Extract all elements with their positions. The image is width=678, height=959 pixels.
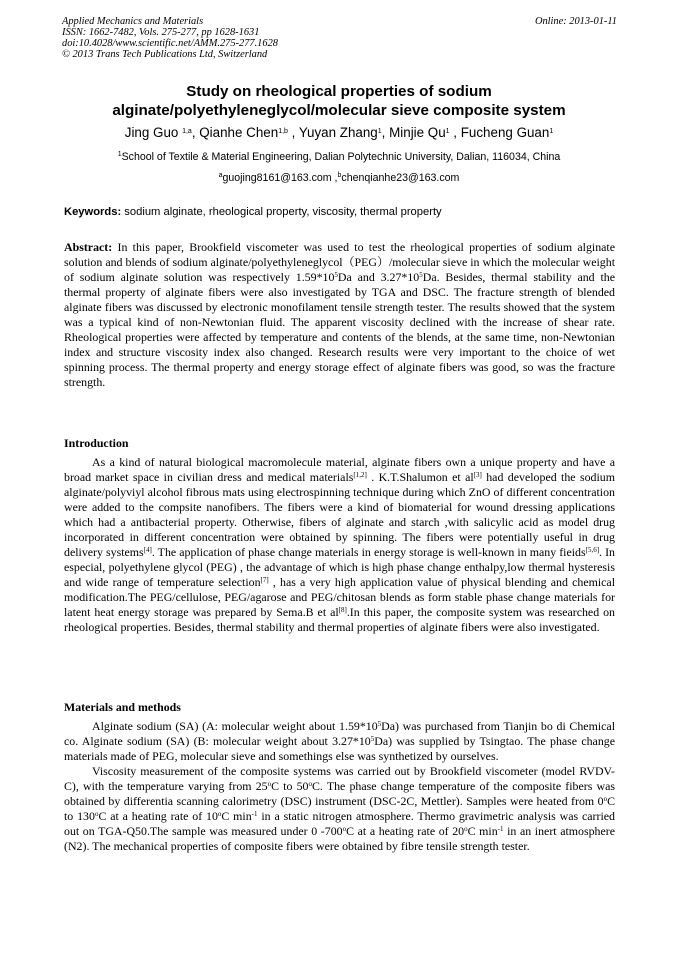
affiliation [40,150,638,164]
superscript: 5 [334,271,338,279]
abstract-text: In this paper, Brookfield viscometer was used to test the rheological properties of sodium alginate solution and blends of sodium alginate/polyethyleneglycol（PEG）/molecular sieve in which the molecular weight of sodium alginate solution was respectively 1.59*10 [64,240,615,284]
methods-text: C min [221,809,252,823]
superscript: -1 [251,810,258,818]
superscript: 5 [419,271,423,279]
keywords [64,205,619,219]
author-list [40,125,638,141]
methods-text: Viscosity measurement of the composite systems was carried out by Brookfield viscometer (model RVDV-C), with the temperature varying from 25 [64,764,615,793]
superscript: o [308,780,312,788]
author-name: Jing Guo [124,125,179,140]
intro-text: , has a very high application value of physical blending and chemical modification.The PEG/cellulose, PEG/agarose and PEG/chitosan blends as form stable phase change materials for latent heat energy storage was prepared by Sema.B et al [64,575,616,619]
author-name: , Qianhe Chen [191,125,279,140]
title-line-1: Study on rheological properties of sodium [186,83,492,100]
superscript: o [94,810,99,818]
keywords-label: Keywords: [64,206,122,218]
methods-text: Alginate sodium (SA) (A: molecular weight about 1.59*10 [92,719,378,733]
citation[interactable]: [4] [143,546,152,554]
author-name: , Minjie Qu [381,125,446,140]
author-affiliation-mark: 1,b [278,128,288,135]
email-a[interactable]: guojing8161@163.com , [222,172,338,184]
email-b[interactable]: chenqianhe23@163.com [341,172,460,184]
citation[interactable]: [1,2] [353,471,367,479]
email-mark-b: b [337,172,342,179]
author-affiliation-mark: 1 [549,128,554,135]
methods-section [64,700,615,854]
methods-text: C min [467,824,498,838]
online-date: Online: 2013-01-11 [534,16,617,27]
superscript: -1 [497,825,504,833]
abstract-text: Da. Besides, thermal stability and the thermal property of alginate fibers were also investigated by TGA and DSC. The fracture strength of blended alginate fibers was discussed by electronic monofilament tensile strength tester. The results showed that the system was a typical kind of non-Newtonian fluid. The apparent viscosity declined with the increase of shear rate. Rheological properties were affected by temperature and contents of the blends, at the same time, non-Newtonian index and structure viscosity index also changed. Research results were very important to the choice of wet spinning process. The thermal property and energy storage effect of alginate fibers was good, so was the fracture strength. [64,270,615,389]
introduction-section [64,436,615,635]
issn-line: ISSN: 1662-7482, Vols. 275-277, pp 1628-1631 [62,27,260,38]
title-line-2: alginate/polyethyleneglycol/molecular sieve composite system [112,102,566,119]
superscript: o [464,825,468,833]
author-name: , Fucheng Guan [449,125,550,140]
methods-text: Da) was supplied by Tsingtao. The phase change materials made of PEG, molecular sieve and somethings else was synthetized by ourselves. [64,734,615,763]
author-emails [40,171,638,185]
abstract-text: Da and 3.27*10 [337,270,420,284]
author-name: , Yuyan Zhang [287,125,378,140]
methods-text: C to 50 [271,779,309,793]
abstract [64,240,615,390]
methods-paragraph-2 [64,764,615,854]
abstract-paragraph [64,240,615,390]
methods-text: in an inert atmosphere (N2). The mechanical properties of composite fibers were obtained by fibre tensile strength tester. [64,824,616,853]
intro-text: . In especial, polyethylene glycol (PEG) , the advantage of which is high phase change enthalpy,low thermal hysteresis and wide range of temperature selection [64,545,615,589]
intro-text: . The application of phase change materials in energy storage is well-known in many fieids [151,545,586,559]
copyright-line: © 2013 Trans Tech Publications Ltd, Switzerland [62,49,268,60]
introduction-heading: Introduction [64,436,129,450]
author-affiliation-mark: 1,a [182,128,192,135]
methods-text: in a static nitrogen atmosphere. Thermo gravimetric analysis was carried out on TGA-Q50.The sample was measured under 0 -700 [64,809,615,838]
citation[interactable]: [7] [260,576,269,584]
superscript: o [267,780,272,788]
doi-line[interactable]: doi:10.4028/www.scientific.net/AMM.275-277.1628 [62,38,278,49]
superscript: 5 [370,735,375,743]
author-affiliation-mark: 1 [377,128,382,135]
superscript: o [342,825,347,833]
paper-title [40,82,638,120]
superscript: 5 [377,720,382,728]
intro-text: had developed the sodium alginate/polyviyl alcohol fibrous mats using electrospinning technique during which ZnO of different concentration were added to the compsite nanofibers. The fibers were a kind of biomaterial for wound dressing applications which had a antibacterial property. Otherwise, fibers of alginate and starch ,with salicylic acid as model drug incorporated in different concentration were obtained by spinning. The fibers were potentially useful in drug delivery systems [64,470,615,559]
author-affiliation-mark: 1 [445,128,450,135]
intro-text: . K.T.Shalumon et al [366,470,474,484]
methods-heading: Materials and methods [64,700,181,714]
citation[interactable]: [3] [473,471,482,479]
affiliation-text: School of Textile & Material Engineering, Dalian Polytechnic University, Dalian, 116034, China [121,151,561,163]
email-mark-a: a [218,172,223,179]
citation[interactable]: [8] [338,606,347,614]
citation[interactable]: [5,6] [585,546,600,554]
superscript: o [217,810,222,818]
introduction-paragraph [64,455,615,635]
intro-text: .In this paper, the composite system was researched on rheological properties. Besides, thermal stability and thermal properties of alginate fibers were also investigated. [64,605,615,634]
journal-name: Applied Mechanics and Materials [62,16,204,27]
methods-text: C at a heating rate of 10 [98,809,218,823]
methods-text: C. The phase change temperature of the composite fibers was obtained by differentia scanning calorimetry (DSC) instrument (DSC-2C, Mettler). Samples were heated from 0 [64,779,615,808]
methods-text: Da) was purchased from Tianjin bo di Chemical co. Alginate sodium (SA) (B: molecular weight about 3.27*10 [64,719,615,748]
journal-header [62,16,617,60]
superscript: o [603,795,608,803]
keywords-text: sodium alginate, rheological property, viscosity, thermal property [121,206,442,218]
affiliation-mark: 1 [117,151,122,158]
methods-paragraph-1 [64,719,615,764]
methods-text: C to 130 [64,794,615,823]
intro-text: As a kind of natural biological macromolecule material, alginate fibers own a unique property and have a broad market space in civilian dress and medical materials [64,455,615,484]
abstract-label: Abstract: [64,240,113,254]
methods-text: C at a heating rate of 20 [346,824,465,838]
